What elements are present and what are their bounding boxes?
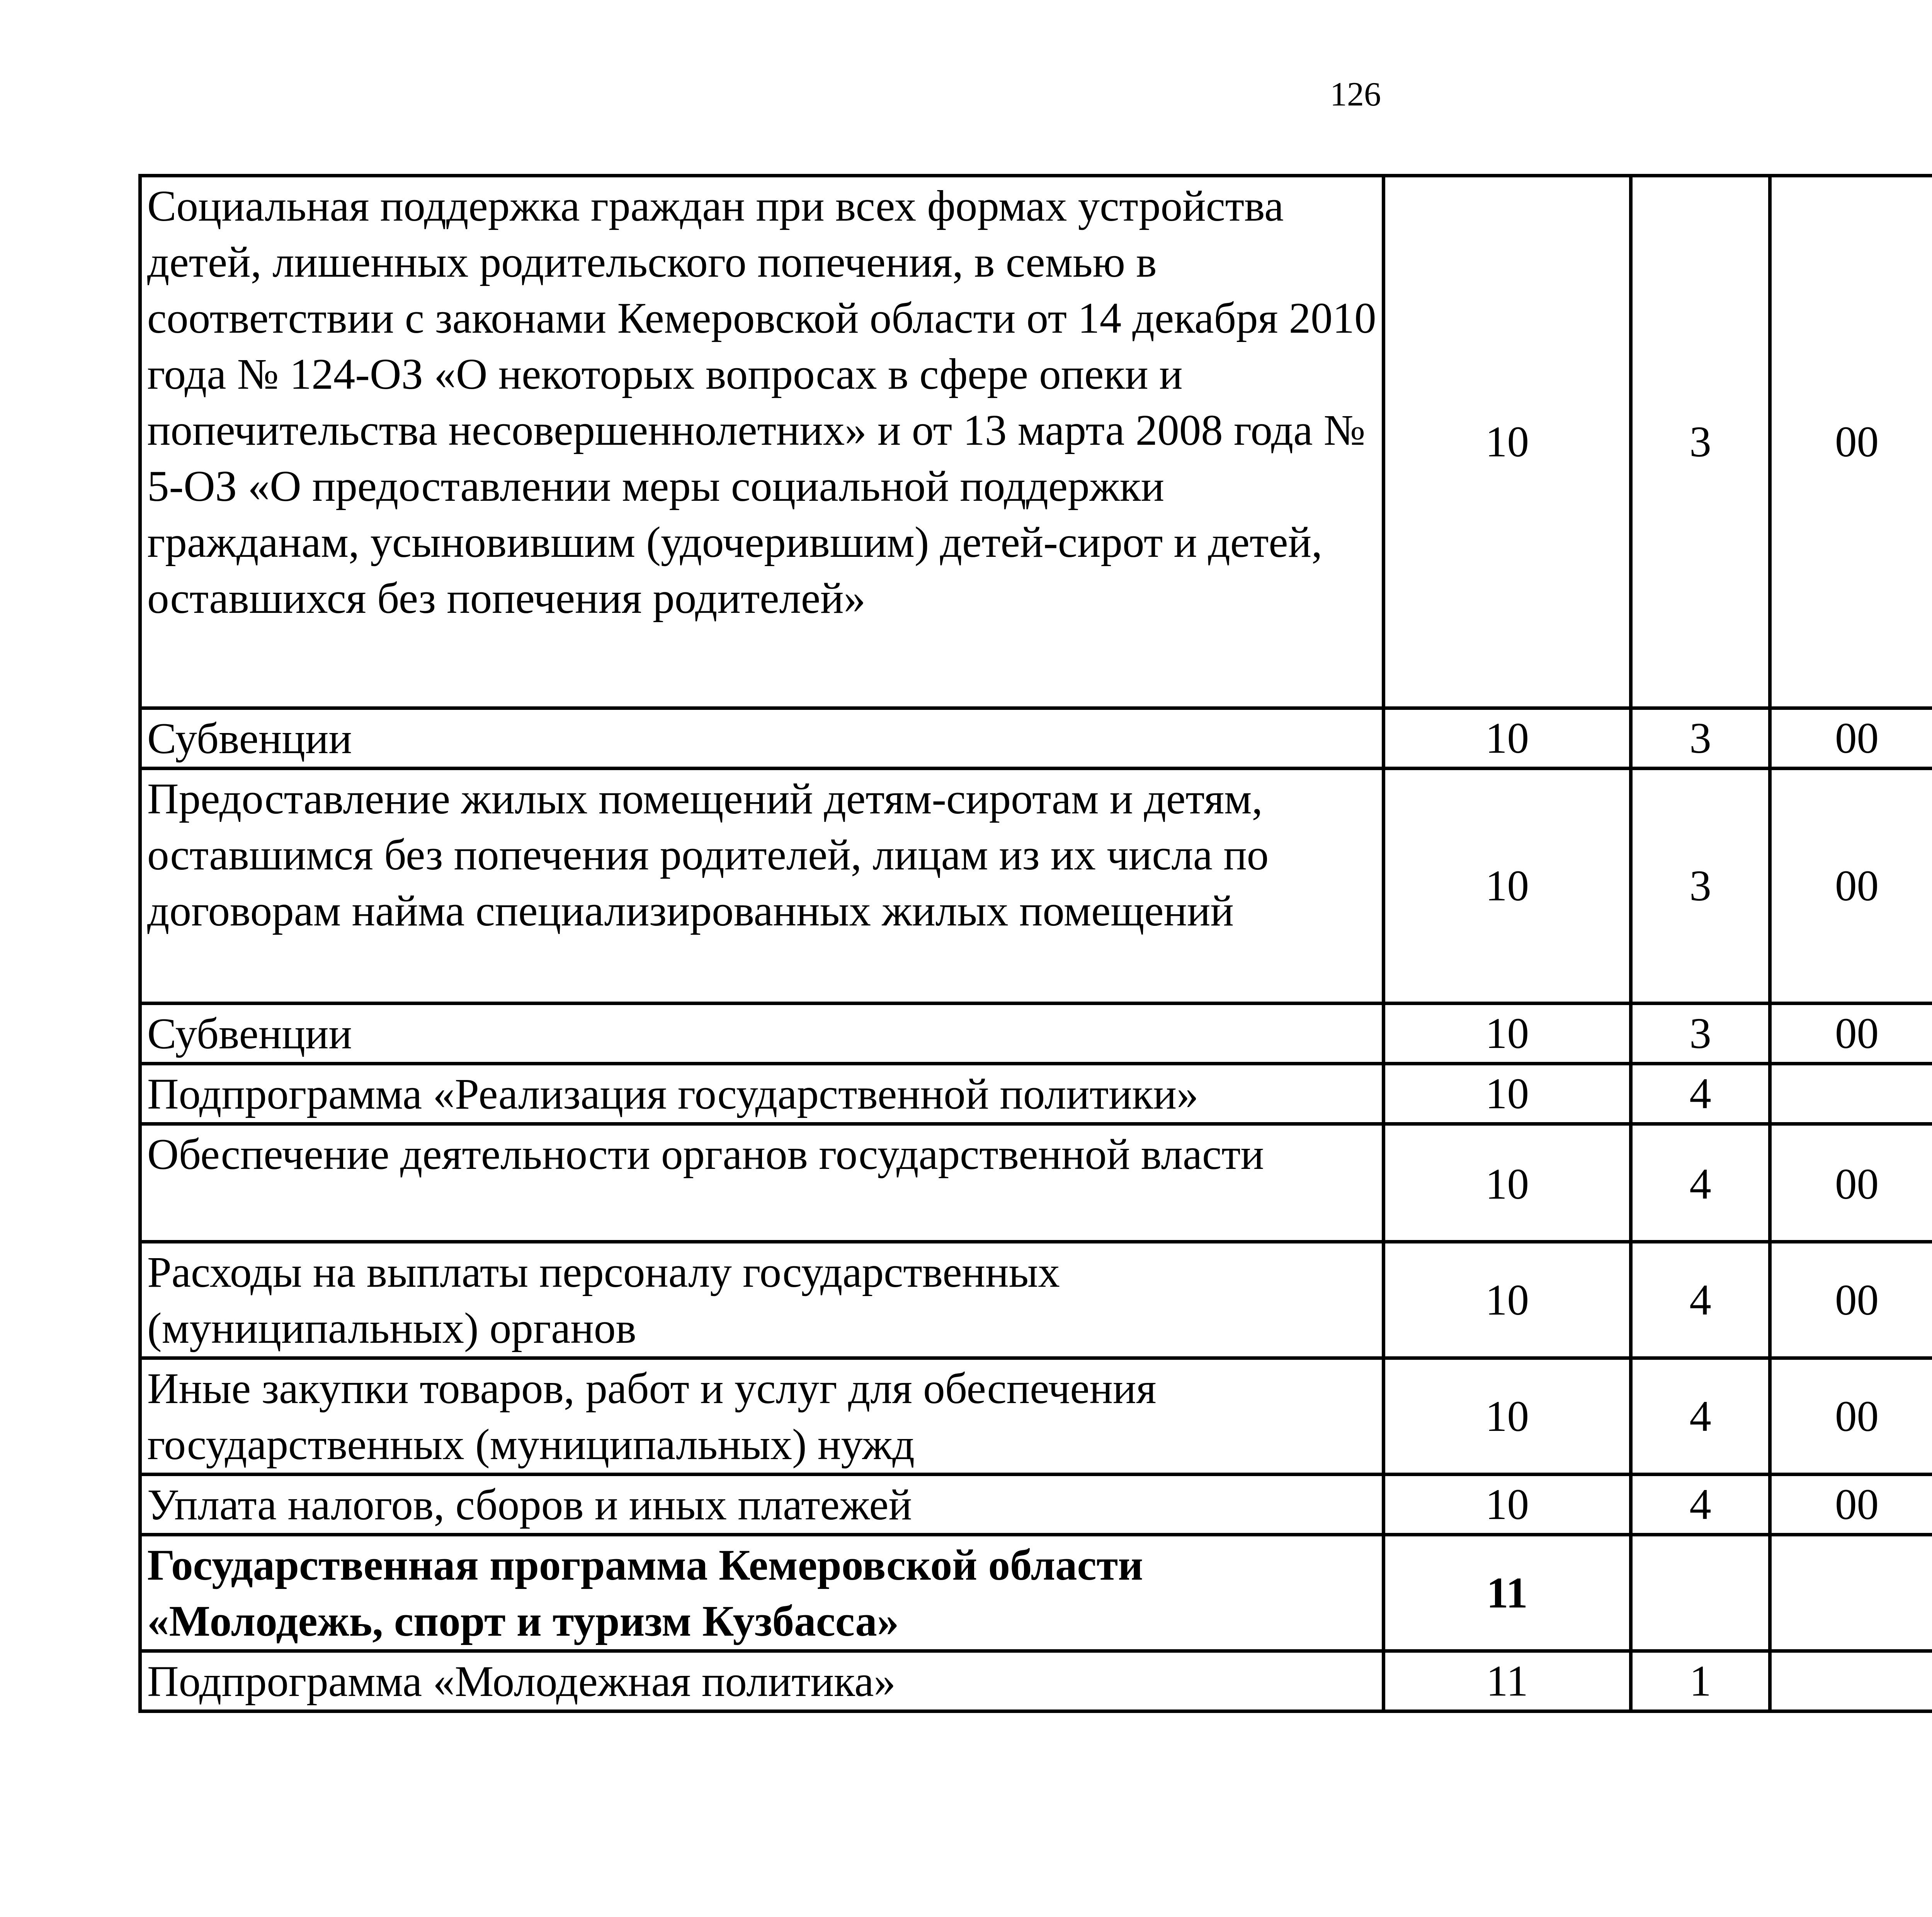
- table-row: [140, 1651, 1932, 1711]
- row-main-activity-code: [1770, 1535, 1932, 1651]
- row-program-code: 10: [1384, 769, 1631, 1004]
- table-row: [140, 1475, 1932, 1535]
- row-name: Социальная поддержка граждан при всех формах устройства детей, лишенных родительского попечения, в семью в соответствии с законами Кемеровской области от 14 декабря 2010 года № 124-ОЗ «О некоторых вопросах в сфере опеки и попечительства несовершеннолетних» и от 13 марта 2008 года № 5-ОЗ «О предоставлении меры социальной поддержки гражданам, усыновившим (удочерившим) детей-сирот и детей, оставшихся без попечения родителей»: [140, 176, 1384, 708]
- table-row: [140, 1242, 1932, 1358]
- row-main-activity-code: 00: [1770, 1475, 1932, 1535]
- row-subprogram-code: 4: [1631, 1475, 1770, 1535]
- row-main-activity-code: [1770, 1064, 1932, 1124]
- row-subprogram-code: 3: [1631, 708, 1770, 769]
- row-name: Иные закупки товаров, работ и услуг для обеспечения государственных (муниципальных) нужд: [140, 1358, 1384, 1475]
- row-name: Подпрограмма «Молодежная политика»: [140, 1651, 1384, 1711]
- row-name: Подпрограмма «Реализация государственной политики»: [140, 1064, 1384, 1124]
- row-subprogram-code: 4: [1631, 1064, 1770, 1124]
- row-main-activity-code: 00: [1770, 1124, 1932, 1242]
- row-name: Субвенции: [140, 708, 1384, 769]
- row-program-code: 10: [1384, 1242, 1631, 1358]
- row-main-activity-code: 00: [1770, 708, 1932, 769]
- row-name: Государственная программа Кемеровской области «Молодежь, спорт и туризм Кузбасса»: [140, 1535, 1384, 1651]
- row-program-code: 11: [1384, 1651, 1631, 1711]
- row-subprogram-code: 1: [1631, 1651, 1770, 1711]
- row-program-code: 10: [1384, 708, 1631, 769]
- row-name: Расходы на выплаты персоналу государственных (муниципальных) органов: [140, 1242, 1384, 1358]
- table-row: [140, 708, 1932, 769]
- row-program-code: 10: [1384, 1004, 1631, 1064]
- table-row: [140, 1124, 1932, 1242]
- table-row: [140, 176, 1932, 708]
- table-row: [140, 1358, 1932, 1475]
- table-row: [140, 1064, 1932, 1124]
- row-program-code: 10: [1384, 1064, 1631, 1124]
- row-name: Предоставление жилых помещений детям-сиротам и детям, оставшимся без попечения родителей, лицам из их числа по договорам найма специализированных жилых помещений: [140, 769, 1384, 1004]
- row-subprogram-code: 3: [1631, 769, 1770, 1004]
- page-number: 126: [1330, 76, 1381, 113]
- row-main-activity-code: 00: [1770, 176, 1932, 708]
- table-row: [140, 1004, 1932, 1064]
- row-subprogram-code: [1631, 1535, 1770, 1651]
- row-subprogram-code: 4: [1631, 1242, 1770, 1358]
- row-program-code: 10: [1384, 1358, 1631, 1475]
- row-main-activity-code: [1770, 1651, 1932, 1711]
- table-row: [140, 769, 1932, 1004]
- table-row: [140, 1535, 1932, 1651]
- budget-table: [138, 174, 1932, 1713]
- row-program-code: 10: [1384, 176, 1631, 708]
- row-main-activity-code: 00: [1770, 1004, 1932, 1064]
- row-program-code: 10: [1384, 1475, 1631, 1535]
- row-name: Уплата налогов, сборов и иных платежей: [140, 1475, 1384, 1535]
- row-subprogram-code: 4: [1631, 1124, 1770, 1242]
- row-subprogram-code: 3: [1631, 1004, 1770, 1064]
- row-program-code: 10: [1384, 1124, 1631, 1242]
- row-subprogram-code: 4: [1631, 1358, 1770, 1475]
- row-name: Обеспечение деятельности органов государственной власти: [140, 1124, 1384, 1242]
- row-main-activity-code: 00: [1770, 1358, 1932, 1475]
- row-subprogram-code: 3: [1631, 176, 1770, 708]
- row-program-code: 11: [1384, 1535, 1631, 1651]
- row-main-activity-code: 00: [1770, 769, 1932, 1004]
- row-name: Субвенции: [140, 1004, 1384, 1064]
- row-main-activity-code: 00: [1770, 1242, 1932, 1358]
